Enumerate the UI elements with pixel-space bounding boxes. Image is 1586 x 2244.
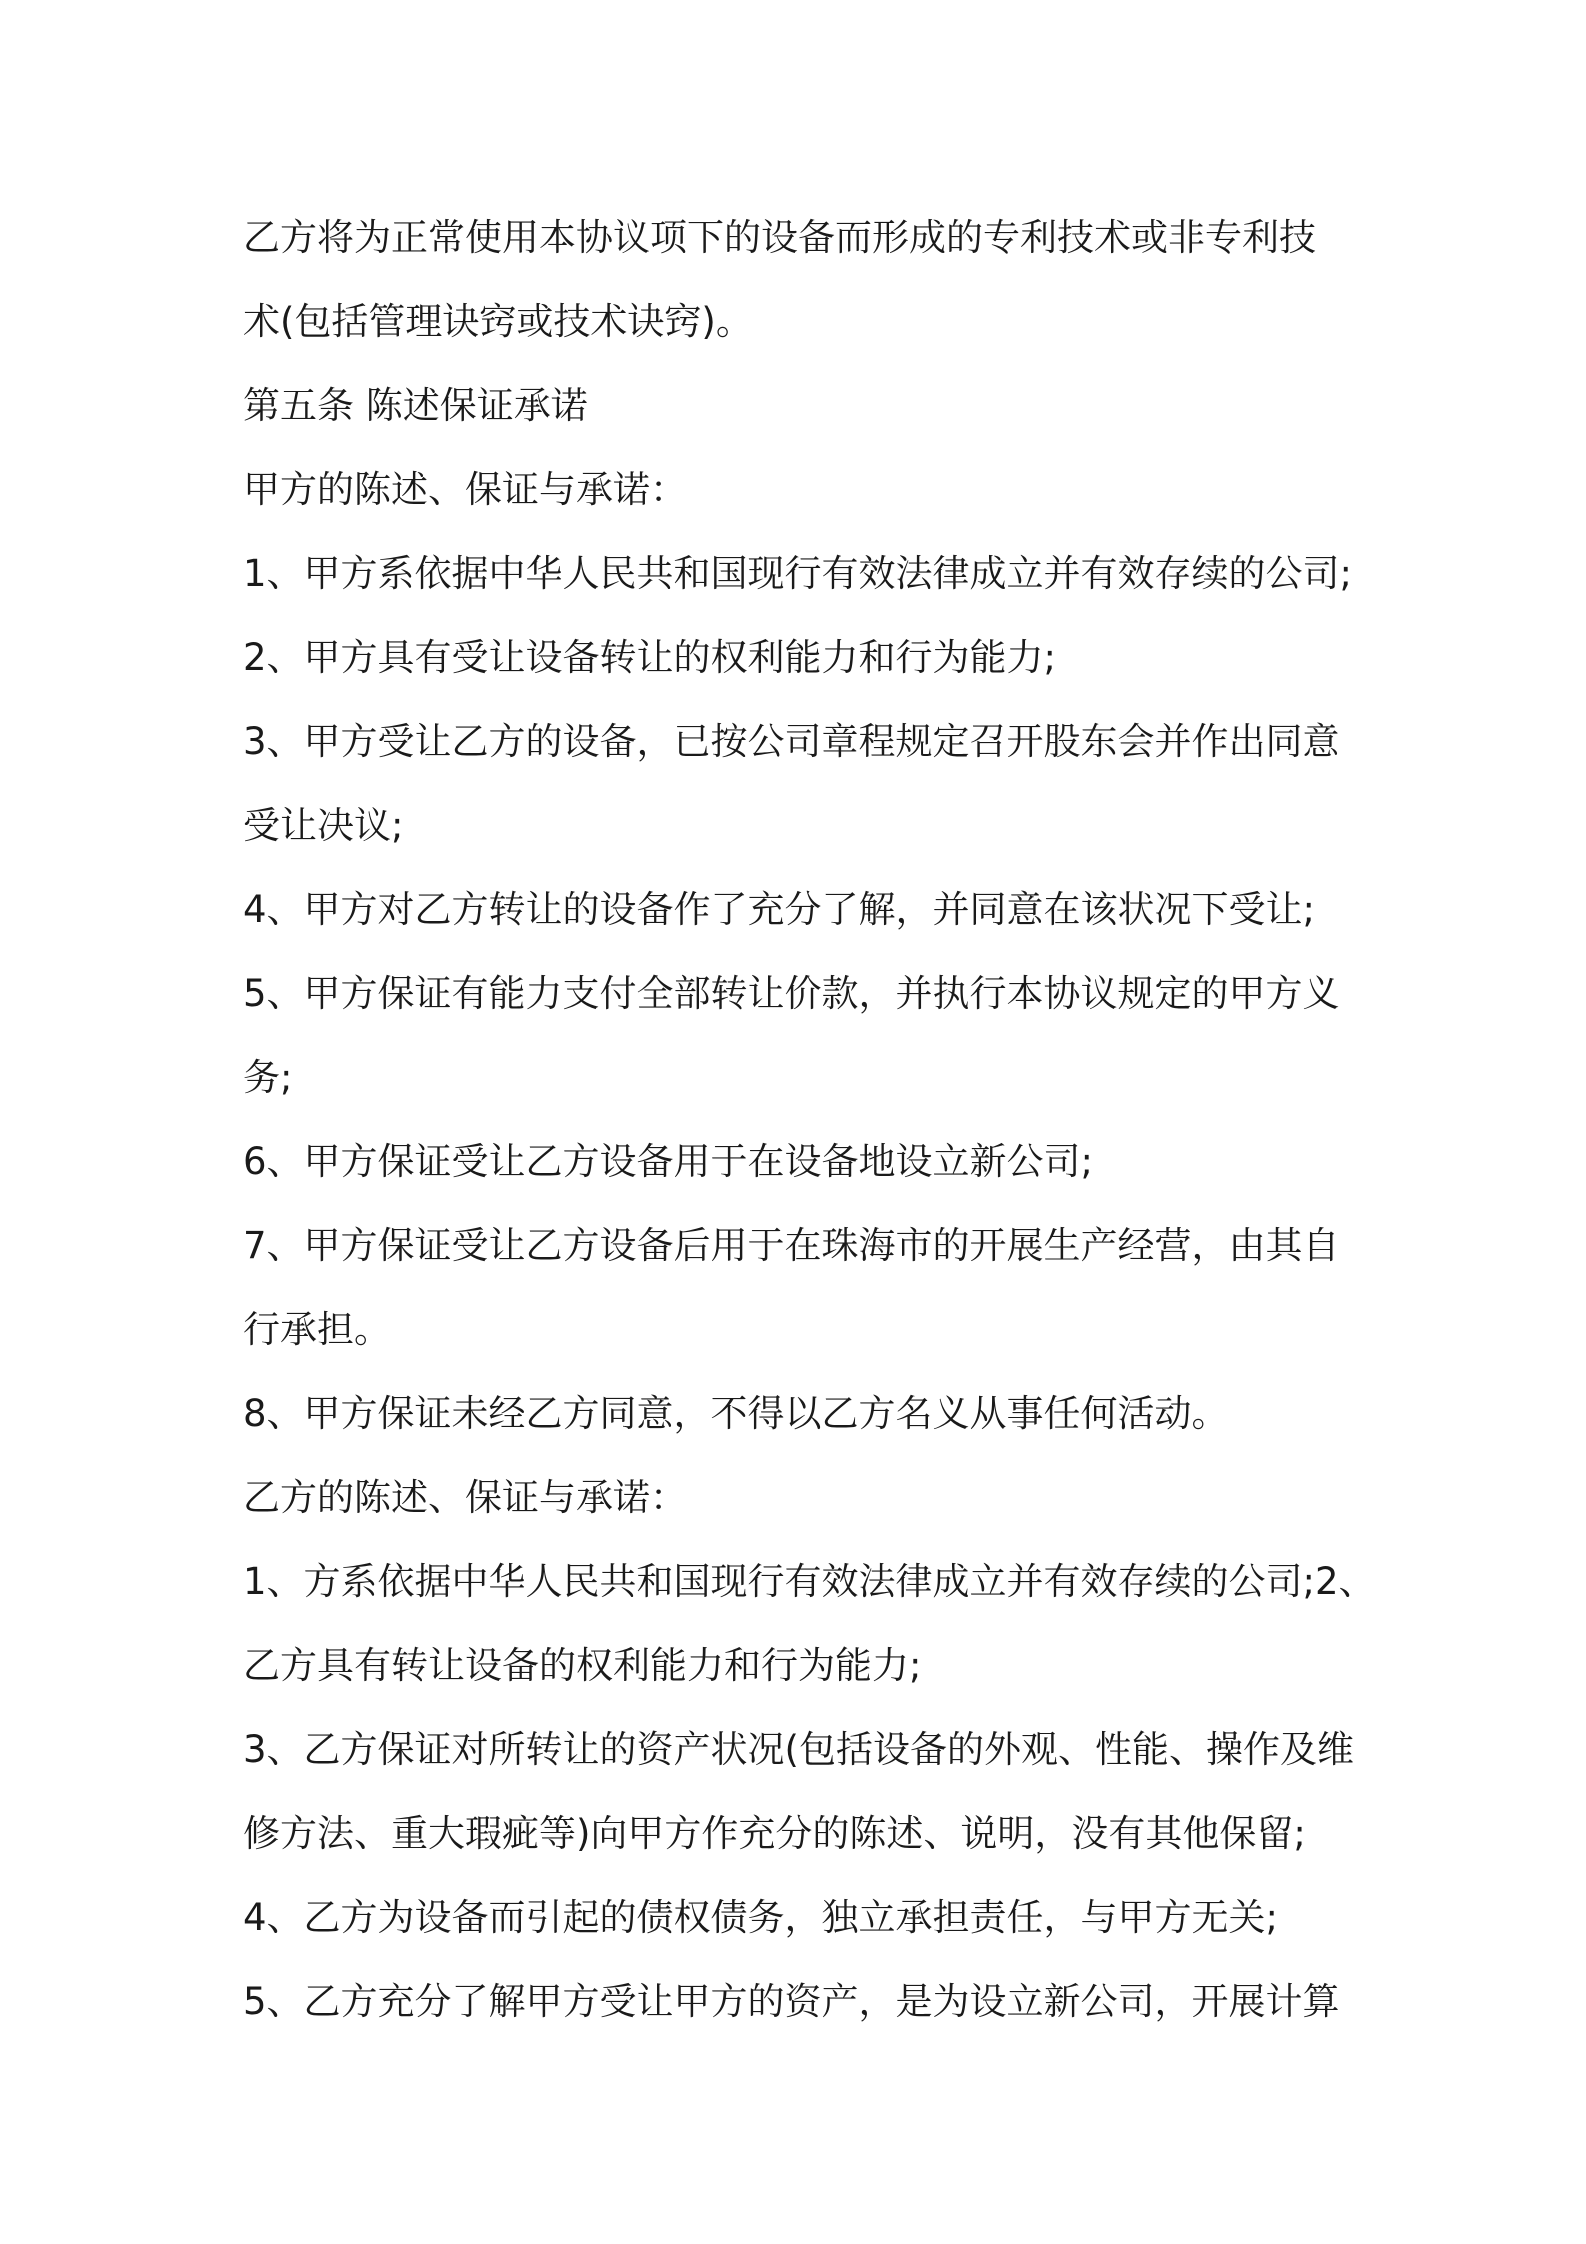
party-a-item-1: 1、甲方系依据中华人民共和国现行有效法律成立并有效存续的公司; xyxy=(243,552,1353,595)
party-a-item-3: 3、甲方受让乙方的设备，已按公司章程规定召开股东会并作出同意 xyxy=(243,720,1340,763)
party-a-item-7-cont: 行承担。 xyxy=(243,1308,391,1351)
party-b-item-5: 5、乙方充分了解甲方受让甲方的资产，是为设立新公司，开展计算 xyxy=(243,1980,1340,2023)
party-a-item-2: 2、甲方具有受让设备转让的权利能力和行为能力; xyxy=(243,636,1057,679)
party-a-item-6: 6、甲方保证受让乙方设备用于在设备地设立新公司; xyxy=(243,1140,1094,1183)
party-a-item-4: 4、甲方对乙方转让的设备作了充分了解，并同意在该状况下受让; xyxy=(243,888,1316,931)
paragraph-line: 术(包括管理诀窍或技术诀窍)。 xyxy=(243,300,753,343)
party-a-item-8: 8、甲方保证未经乙方同意，不得以乙方名义从事任何活动。 xyxy=(243,1392,1229,1435)
party-b-item-3: 3、乙方保证对所转让的资产状况(包括设备的外观、性能、操作及维 xyxy=(243,1728,1354,1771)
party-a-item-3-cont: 受让决议; xyxy=(243,804,404,847)
party-b-item-3-cont: 修方法、重大瑕疵等)向甲方作充分的陈述、说明，没有其他保留; xyxy=(243,1812,1306,1855)
party-a-heading: 甲方的陈述、保证与承诺： xyxy=(243,468,687,511)
party-b-item-4: 4、乙方为设备而引起的债权债务，独立承担责任，与甲方无关; xyxy=(243,1896,1279,1939)
party-b-item-1: 1、方系依据中华人民共和国现行有效法律成立并有效存续的公司;2、 xyxy=(243,1560,1376,1603)
paragraph-line: 乙方将为正常使用本协议项下的设备而形成的专利技术或非专利技 xyxy=(243,216,1316,259)
document-body xyxy=(243,196,1376,2044)
party-a-item-7: 7、甲方保证受让乙方设备后用于在珠海市的开展生产经营，由其自 xyxy=(243,1224,1340,1267)
party-b-heading: 乙方的陈述、保证与承诺： xyxy=(243,1476,687,1519)
party-a-item-5-cont: 务; xyxy=(243,1056,293,1099)
party-a-item-5: 5、甲方保证有能力支付全部转让价款，并执行本协议规定的甲方义 xyxy=(243,972,1340,1015)
party-b-item-2: 乙方具有转让设备的权利能力和行为能力; xyxy=(243,1644,922,1687)
section-heading: 第五条 陈述保证承诺 xyxy=(243,384,588,427)
